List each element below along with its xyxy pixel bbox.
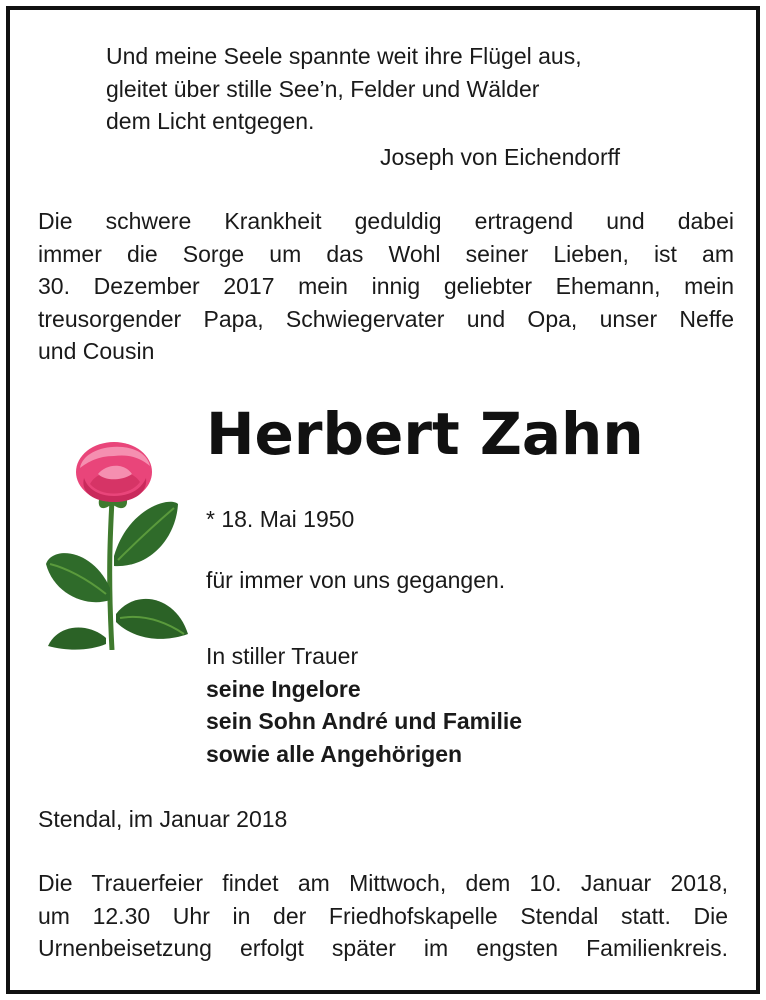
funeral-line: Urnenbeisetzung erfolgt später im engsten Familienkreis. bbox=[38, 935, 728, 961]
birth-date: * 18. Mai 1950 bbox=[206, 506, 355, 532]
intro-line: 30. Dezember 2017 mein innig geliebter Ehemann, mein bbox=[38, 273, 734, 299]
poem-line: Und meine Seele spannte weit ihre Flügel aus, bbox=[106, 43, 582, 69]
poem-quote bbox=[106, 40, 726, 138]
funeral-line: um 12.30 Uhr in der Friedhofskapelle Stendal statt. Die bbox=[38, 902, 728, 929]
intro-line: immer die Sorge um das Wohl seiner Lieben, ist am bbox=[38, 240, 734, 267]
poem-author: Joseph von Eichendorff bbox=[380, 144, 620, 170]
rose-icon bbox=[40, 438, 190, 650]
mourners-heading: In stiller Trauer bbox=[206, 643, 359, 669]
poem-line: dem Licht entgegen. bbox=[106, 108, 315, 134]
mourners-block bbox=[206, 640, 522, 770]
funeral-line: Die Trauerfeier findet am Mittwoch, dem 10. Januar 2018, bbox=[38, 870, 728, 896]
intro-line: Die schwere Krankheit geduldig ertragend und dabei bbox=[38, 208, 734, 234]
death-phrase: für immer von uns gegangen. bbox=[206, 567, 506, 593]
mourner-name: sein Sohn André und Familie bbox=[206, 708, 523, 734]
funeral-info bbox=[38, 867, 728, 965]
obituary-notice bbox=[6, 6, 760, 994]
deceased-name: Herbert Zahn bbox=[206, 400, 644, 468]
intro-line: und Cousin bbox=[38, 338, 155, 364]
poem-line: gleitet über stille See’n, Felder und Wälder bbox=[106, 75, 540, 102]
place-date: Stendal, im Januar 2018 bbox=[38, 806, 288, 832]
intro-paragraph bbox=[38, 205, 734, 368]
intro-line: treusorgender Papa, Schwiegervater und Opa, unser Neffe bbox=[38, 305, 734, 332]
mourner-name: sowie alle Angehörigen bbox=[206, 740, 463, 767]
mourner-name: seine Ingelore bbox=[206, 675, 361, 702]
